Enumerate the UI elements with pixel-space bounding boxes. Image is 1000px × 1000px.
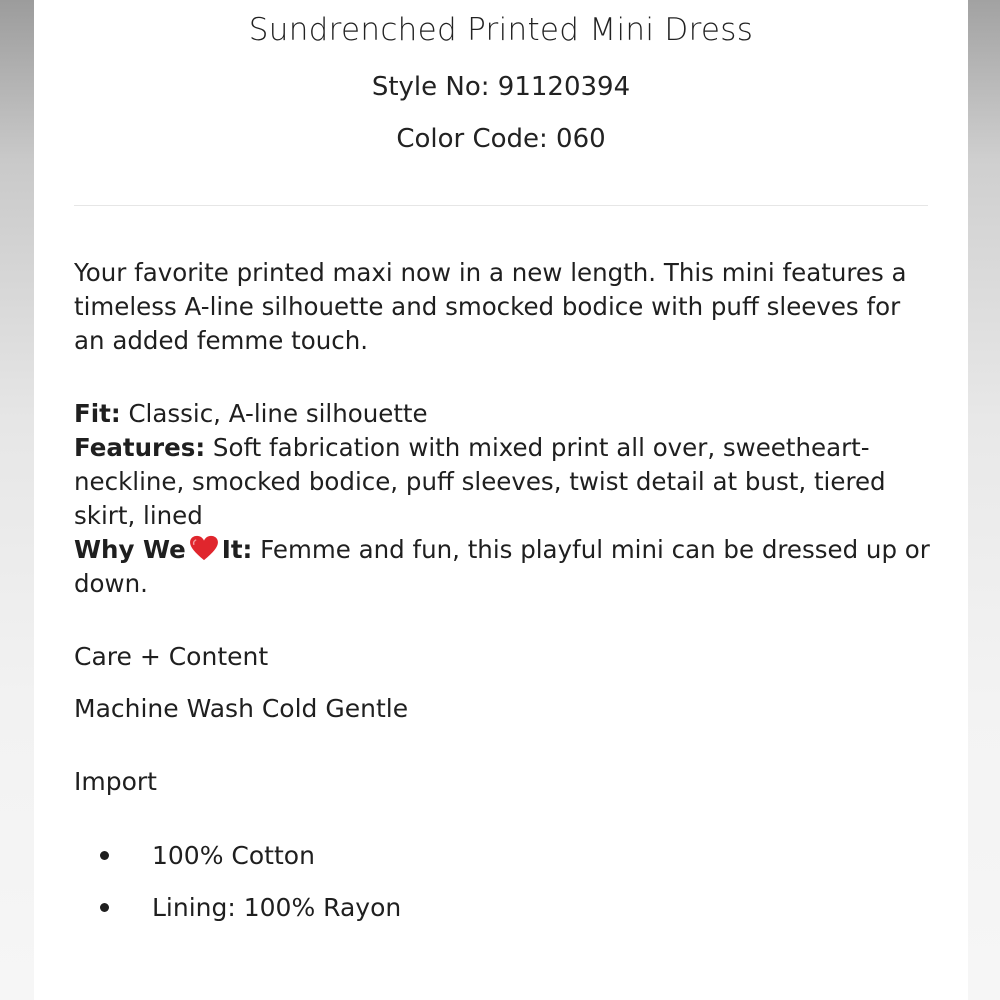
materials-list <box>74 838 874 942</box>
section-divider <box>74 205 928 206</box>
left-edge-shadow <box>0 0 34 1000</box>
list-item <box>74 890 874 942</box>
right-edge-shadow <box>968 0 1000 1000</box>
red-heart-icon <box>188 535 220 561</box>
product-title: Sundrenched Printed Mini Dress <box>248 12 754 48</box>
why-label-start: Why We <box>74 535 186 564</box>
product-description: Your favorite printed maxi now in a new length. This mini features a timeless A-line silhouette and smocked bodice with puff sleeves for an added femme touch. <box>74 258 907 355</box>
bullet-icon <box>100 851 109 860</box>
fit-label: Fit: <box>74 399 121 428</box>
why-value: Femme and fun, this playful mini can be dressed up or down. <box>74 535 930 598</box>
features-label: Features: <box>74 433 206 462</box>
material-text: Lining: 100% Rayon <box>152 893 402 922</box>
care-content-heading: Care + Content <box>74 642 269 671</box>
origin-label: Import <box>74 767 157 796</box>
product-details-panel <box>34 0 968 1000</box>
color-code: Color Code: 060 <box>396 124 606 154</box>
why-label-end: It: <box>221 535 253 564</box>
care-instructions: Machine Wash Cold Gentle <box>74 694 409 723</box>
why-we-love-it-line <box>74 533 934 601</box>
list-item <box>74 838 874 890</box>
fit-value: Classic, A-line silhouette <box>120 399 428 428</box>
features-value: Soft fabrication with mixed print all over, sweetheart-neckline, smocked bodice, puff sleeves, twist detail at bust, tiered skirt, lined <box>74 433 886 530</box>
bullet-icon <box>100 903 109 912</box>
fit-line <box>74 397 934 431</box>
product-details <box>74 397 934 601</box>
features-line <box>74 431 934 533</box>
material-text: 100% Cotton <box>152 841 315 870</box>
style-number: Style No: 91120394 <box>371 72 631 102</box>
